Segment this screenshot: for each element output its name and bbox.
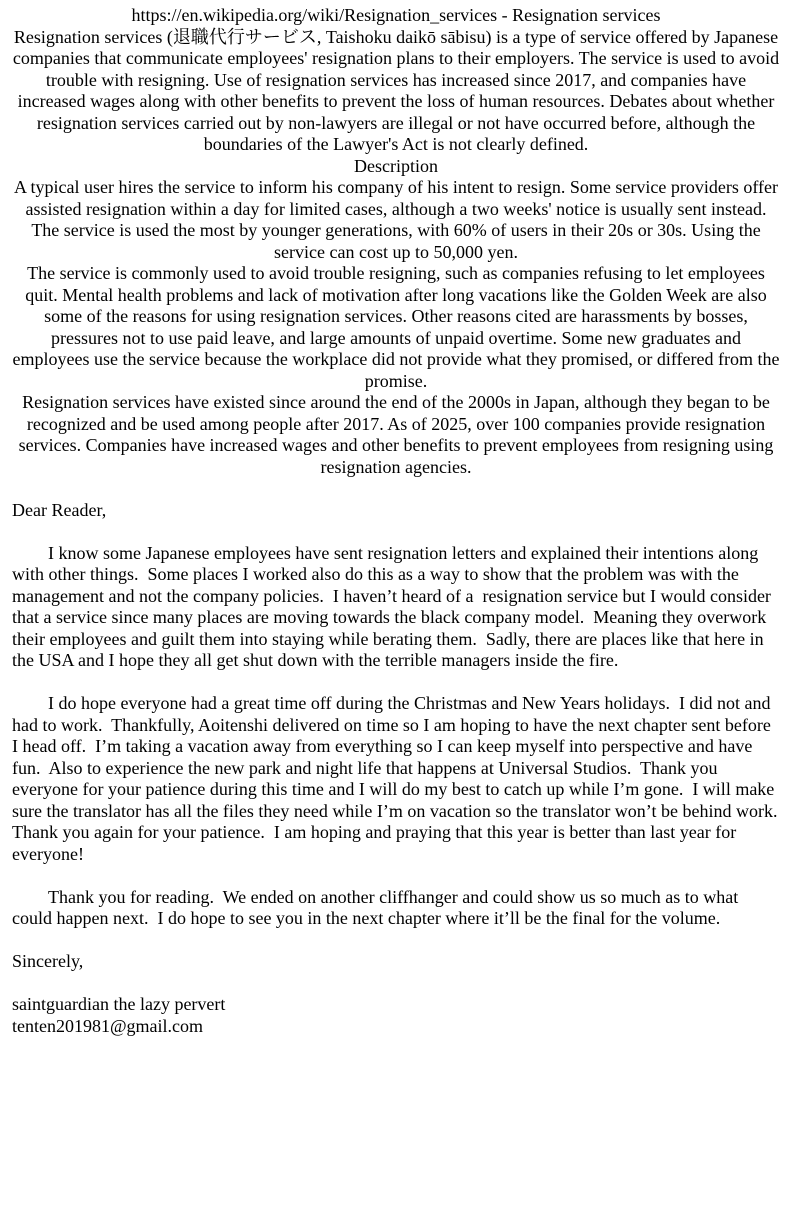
description-paragraph: Resignation services have existed since around the end of the 2000s in Japan, although they began to be recognized and be used among people after 2017. As of 2025, over 100 companies provide resignation services. Companies have increased wages and other benefits to prevent employees from resigning using resignation agencies. [18, 392, 774, 477]
description-paragraph: A typical user hires the service to inform his company of his intent to resign. Some service providers offer assisted resignation within a day for limited cases, although a two weeks' notice is usually sent instead. The service is used the most by younger generations, with 60% of users in their 20s or 30s. Using the service can cost up to 50,000 yen. [14, 177, 778, 262]
signature-block [12, 994, 780, 1037]
letter-salutation: Dear Reader, [12, 499, 107, 520]
description-paragraph: The service is commonly used to avoid trouble resigning, such as companies refusing to let employees quit. Mental health problems and lack of motivation after long vacations like the Golden Week are also some of the reasons for using resignation services. Other reasons cited are harassments by bosses, pressures not to use paid leave, and large amounts of unpaid overtime. Some new graduates and employees use the service because the workplace did not provide what they promised, or differed from the promise. [12, 263, 780, 391]
signature-name: saintguardian the lazy pervert [12, 994, 226, 1014]
description-heading: Description [354, 155, 438, 176]
letter-paragraph: Thank you for reading. We ended on another cliffhanger and could show us so much as to what could happen next. I do hope to see you in the next chapter where it’ll be the final for the volume. [12, 886, 743, 928]
letter-paragraph: I do hope everyone had a great time off during the Christmas and New Years holidays. I did not and had to work. Thankfully, Aoitenshi delivered on time so I am hoping to have the next chapter sent before I head off. I’m taking a vacation away from everything so I can keep myself into perspective and have fun. Also to experience the new park and night life that happens at Universal Studios. Thank you everyone for your patience during this time and I will do my best to catch up while I’m gone. I will make sure the translator has all the files they need while I’m on vacation so the translator won’t be behind work. Thank you again for your patience. I am hoping and praying that this year is better than last year for everyone! [12, 693, 787, 864]
source-title-line: https://en.wikipedia.org/wiki/Resignation_services - Resignation services [131, 5, 661, 25]
letter-section [12, 499, 787, 1038]
wiki-excerpt-section [12, 5, 780, 478]
wiki-intro-paragraph: Resignation services (退職代行サービス, Taishoku daikō sābisu) is a type of service offered by Japanese companies that communicate employees' resignation plans to their employers. The service is used to avoid trouble with resigning. Use of resignation services has increased since 2017, and companies have increased wages along with other benefits to prevent the loss of human resources. Debates about whether resignation services carried out by non-lawyers are illegal or not have occurred before, although the boundaries of the Lawyer's Act is not clearly defined. [12, 26, 780, 154]
letter-paragraph: I know some Japanese employees have sent resignation letters and explained their intentions along with other things. Some places I worked also do this as a way to show that the problem was with the management and not the company policies. I haven’t heard of a resignation service but I would consider that a service since many places are moving towards the black company model. Meaning they overwork their employees and guilt them into staying while berating them. Sadly, there are places like that here in the USA and I hope they all get shut down with the terrible managers inside the fire. [12, 542, 776, 670]
signature-email: tenten201981@gmail.com [12, 1015, 204, 1036]
letter-closing: Sincerely, [12, 951, 84, 971]
